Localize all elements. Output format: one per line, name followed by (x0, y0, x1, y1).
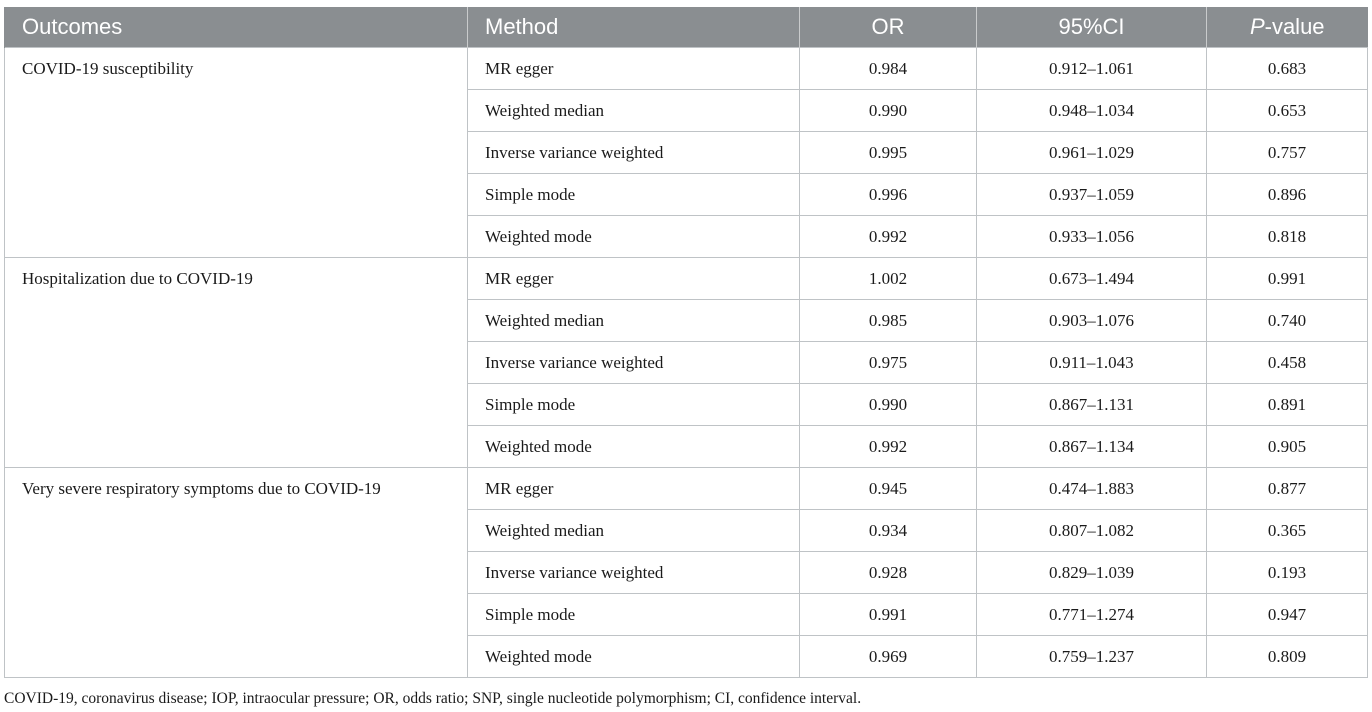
method-cell: Weighted mode (468, 426, 800, 468)
table-body (5, 48, 1368, 678)
or-cell: 0.975 (800, 342, 977, 384)
p-value-cell: 0.653 (1207, 90, 1368, 132)
p-value-cell: 0.991 (1207, 258, 1368, 300)
p-value-cell: 0.877 (1207, 468, 1368, 510)
method-cell: Weighted median (468, 300, 800, 342)
table-row (5, 258, 1368, 300)
ci-cell: 0.771–1.274 (977, 594, 1207, 636)
p-value-cell: 0.947 (1207, 594, 1368, 636)
or-cell: 0.984 (800, 48, 977, 90)
method-cell: Weighted median (468, 90, 800, 132)
table-footnote: COVID-19, coronavirus disease; IOP, intraocular pressure; OR, odds ratio; SNP, single nucleotide polymorphism; CI, confidence interval. (4, 690, 862, 707)
or-cell: 0.992 (800, 216, 977, 258)
method-cell: Simple mode (468, 384, 800, 426)
header-outcomes: Outcomes (5, 7, 468, 48)
header-method: Method (468, 7, 800, 48)
p-value-cell: 0.458 (1207, 342, 1368, 384)
method-cell: Weighted mode (468, 216, 800, 258)
ci-cell: 0.948–1.034 (977, 90, 1207, 132)
or-cell: 0.969 (800, 636, 977, 678)
results-table-container (4, 7, 1367, 678)
outcome-cell: COVID-19 susceptibility (5, 48, 468, 258)
p-value-cell: 0.818 (1207, 216, 1368, 258)
header-ci: 95%CI (977, 7, 1207, 48)
p-value-cell: 0.896 (1207, 174, 1368, 216)
p-value-cell: 0.891 (1207, 384, 1368, 426)
header-row (5, 7, 1368, 48)
method-cell: Inverse variance weighted (468, 552, 800, 594)
ci-cell: 0.673–1.494 (977, 258, 1207, 300)
or-cell: 1.002 (800, 258, 977, 300)
p-value-cell: 0.905 (1207, 426, 1368, 468)
p-value-cell: 0.740 (1207, 300, 1368, 342)
method-cell: MR egger (468, 48, 800, 90)
or-cell: 0.945 (800, 468, 977, 510)
ci-cell: 0.474–1.883 (977, 468, 1207, 510)
or-cell: 0.928 (800, 552, 977, 594)
header-p-rest: -value (1264, 14, 1325, 39)
ci-cell: 0.759–1.237 (977, 636, 1207, 678)
table-row (5, 48, 1368, 90)
or-cell: 0.995 (800, 132, 977, 174)
or-cell: 0.990 (800, 90, 977, 132)
method-cell: Weighted median (468, 510, 800, 552)
p-value-cell: 0.683 (1207, 48, 1368, 90)
outcome-cell: Hospitalization due to COVID-19 (5, 258, 468, 468)
method-cell: Inverse variance weighted (468, 132, 800, 174)
ci-cell: 0.933–1.056 (977, 216, 1207, 258)
outcome-cell: Very severe respiratory symptoms due to COVID-19 (5, 468, 468, 678)
p-value-cell: 0.193 (1207, 552, 1368, 594)
method-cell: MR egger (468, 258, 800, 300)
method-cell: Simple mode (468, 594, 800, 636)
or-cell: 0.992 (800, 426, 977, 468)
ci-cell: 0.867–1.131 (977, 384, 1207, 426)
method-cell: Inverse variance weighted (468, 342, 800, 384)
method-cell: Simple mode (468, 174, 800, 216)
ci-cell: 0.903–1.076 (977, 300, 1207, 342)
or-cell: 0.934 (800, 510, 977, 552)
ci-cell: 0.937–1.059 (977, 174, 1207, 216)
p-value-cell: 0.757 (1207, 132, 1368, 174)
ci-cell: 0.911–1.043 (977, 342, 1207, 384)
or-cell: 0.996 (800, 174, 977, 216)
or-cell: 0.990 (800, 384, 977, 426)
ci-cell: 0.807–1.082 (977, 510, 1207, 552)
table-row (5, 468, 1368, 510)
mr-results-table (4, 7, 1368, 678)
ci-cell: 0.867–1.134 (977, 426, 1207, 468)
p-value-cell: 0.809 (1207, 636, 1368, 678)
method-cell: MR egger (468, 468, 800, 510)
method-cell: Weighted mode (468, 636, 800, 678)
header-or: OR (800, 7, 977, 48)
header-p-value (1207, 7, 1368, 48)
or-cell: 0.985 (800, 300, 977, 342)
table-header (5, 7, 1368, 48)
or-cell: 0.991 (800, 594, 977, 636)
p-value-cell: 0.365 (1207, 510, 1368, 552)
header-p-italic: P (1249, 14, 1265, 39)
ci-cell: 0.912–1.061 (977, 48, 1207, 90)
ci-cell: 0.961–1.029 (977, 132, 1207, 174)
ci-cell: 0.829–1.039 (977, 552, 1207, 594)
